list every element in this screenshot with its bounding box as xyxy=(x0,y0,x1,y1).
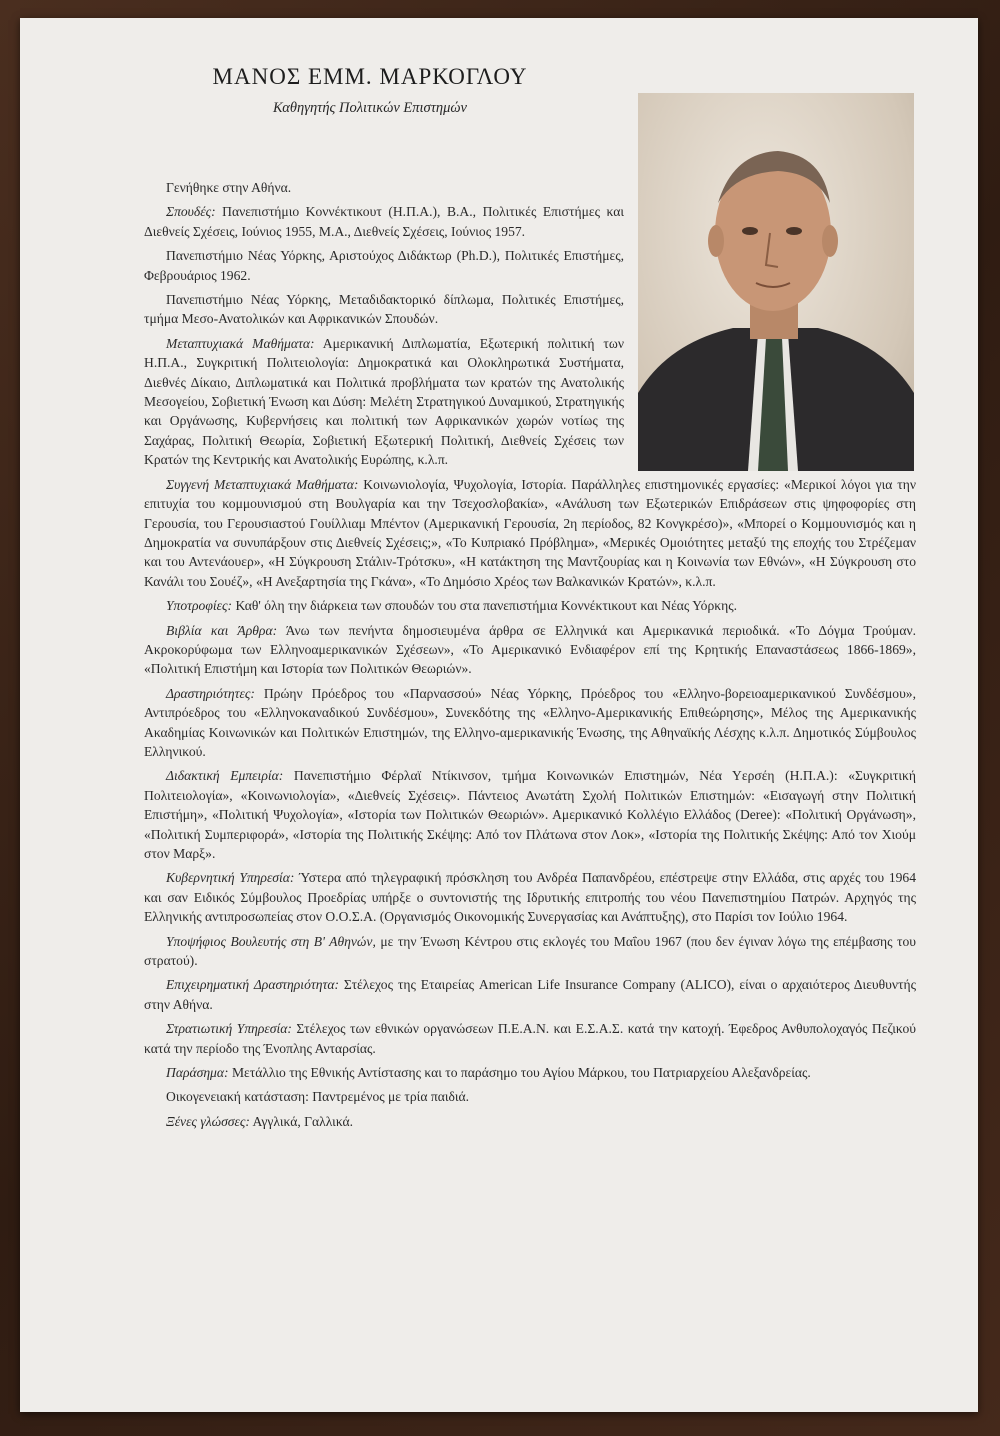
biography-paragraph xyxy=(144,1087,916,1106)
biography-paragraph xyxy=(144,932,916,971)
biography-paragraph xyxy=(144,1112,916,1131)
paragraph-text: Κοινωνιολογία, Ψυχολογία, Ιστορία. Παράλληλες επιστημονικές εργασίες: «Μερικοί λόγοι για την επιτυχία του κομμουνισμού στη Βουλγαρία και την Τσεχοσλοβακία», «Ανάλυση των Εξωτερικών Επιδράσεων στις ψηφοφορίες στη Γερουσία, του Γερουσιαστού Γουίλλιαμ Μπέντον (Αμερικανική Γερουσία, 2η περίοδος, 82 Κονγκρέσο)», «Μπορεί ο Κομμουνισμός και η Δημοκρατία να συνυπάρξουν στις Διεθνείς Σχέσεις;», «Το Κυπριακό Πρόβλημα», «Μερικές Ομοιότητες μεταξύ της εποχής του Στρέζεμαν και του Αντενάουερ», «Η Σύγκρουση Στάλιν-Τρότσκυ», «Η κατάκτηση της Μαντζουρίας και η Κοινωνία των Εθνών», «Η Σύγκρουση στο Κανάλι του Σουέζ», «Η Ανεξαρτησία της Γκάνα», «Το Δημόσιο Χρέος των Βαλκανικών Κρατών», κ.λ.π. xyxy=(144,476,916,589)
paragraph-text: Στέλεχος της Εταιρείας American Life Insurance Company (ALICO), είναι ο αρχαιότερος Διευθυντής στην Αθήνα. xyxy=(144,977,916,1012)
biography-paragraph xyxy=(144,1019,916,1058)
paragraph-label: Παράσημα: xyxy=(166,1065,229,1081)
paragraph-text: Γενήθηκε στην Αθήνα. xyxy=(166,180,292,195)
paragraph-text: με την Ένωση Κέντρου στις εκλογές του Μαΐου 1967 (που δεν έγιναν λόγω της επέμβασης του στρατού). xyxy=(144,933,916,969)
biography-paragraph xyxy=(144,868,916,926)
paragraph-text: Άνω των πενήντα δημοσιευμένα άρθρα σε Ελληνικά και Αμερικανικά περιοδικά. «Το Δόγμα Τρούμαν. Ακροκορύφωμα των Ελληνοαμερικανικών Σχέσεων», «Το Αμερικανικό Ενδιαφέρον επί της Κρητικής Επαναστάσεως 1866-1869», «Πολιτική Επιστήμη και Ιστορία των Πολιτικών Θεωριών». xyxy=(144,622,916,677)
paragraph-text: Πανεπιστήμιο Νέας Υόρκης, Αριστούχος Διδάκτωρ (Ph.D.), Πολιτικές Επιστήμες, Φεβρουάριος 1962. xyxy=(144,248,624,283)
biography-paragraph xyxy=(144,290,624,329)
biography-paragraph xyxy=(144,684,916,762)
paragraph-text: Οικογενειακή κατάσταση: Παντρεμένος με τρία παιδιά. xyxy=(166,1089,470,1105)
biography-paragraph xyxy=(144,621,916,679)
paragraph-text: Ύστερα από τηλεγραφική πρόσκληση του Ανδρέα Παπανδρέου, επέστρεψε στην Ελλάδα, στις αρχές του 1964 και σαν Ειδικός Σύμβουλος Προεδρίας υπήρξε ο συντονιστής της Ιδρυτικής επιτροπής του νέου Πανεπιστημίου Πατρών. Αρχηγός της Ελληνικής αντιπροσωπείας στον Ο.Ο.Σ.Α. (Οργανισμός Οικονομικής Συνεργασίας και Ανάπτυξης), στο Παρίσι τον Ιούλιο 1964. xyxy=(144,870,917,925)
paragraph-text: Καθ' όλη την διάρκεια των σπουδών του στα πανεπιστήμια Κοννέκτικουτ και Νέας Υόρκης. xyxy=(232,598,737,614)
biography-text xyxy=(144,178,916,1136)
paragraph-label: Επιχειρηματική Δραστηριότητα: xyxy=(166,977,339,993)
paragraph-text: Πανεπιστήμιο Νέας Υόρκης, Μεταδιδακτορικό δίπλωμα, Πολιτικές Επιστήμες, τμήμα Μεσο-Ανατολικών και Αφρικανικών Σπουδών. xyxy=(144,292,624,327)
biography-paragraph xyxy=(144,1063,916,1082)
paragraph-label: Κυβερνητική Υπηρεσία: xyxy=(166,870,295,886)
paragraph-label: Διδακτική Εμπειρία: xyxy=(166,768,284,784)
paragraph-label: Δραστηριότητες: xyxy=(166,685,255,701)
paragraph-label: Στρατιωτική Υπηρεσία: xyxy=(166,1021,292,1037)
paragraph-text: Στέλεχος των εθνικών οργανώσεων Π.Ε.Α.Ν. και Ε.Σ.Α.Σ. κατά την κατοχή. Έφεδρος Ανθυπολοχαγός Πεζικού κατά την περίοδο της Ένοπλης Ανταρσίας. xyxy=(144,1021,916,1056)
paragraph-label: Μεταπτυχιακά Μαθήματα: xyxy=(166,335,315,351)
paragraph-label: Συγγενή Μεταπτυχιακά Μαθήματα: xyxy=(166,476,359,492)
paragraph-text: Αγγλικά, Γαλλικά. xyxy=(249,1113,354,1129)
paragraph-label: Ξένες γλώσσες: xyxy=(166,1113,250,1129)
biography-paragraph xyxy=(144,596,916,615)
biography-paragraph xyxy=(144,202,624,241)
paragraph-text: Αμερικανική Διπλωματία, Εξωτερική πολιτική των Η.Π.Α., Συγκριτική Πολιτειολογία: Δημοκρατικά και Ολοκληρωτικά Συστήματα, Διεθνές Δίκαιο, Διπλωματικά και Πολιτικά προβλήματα των κρατών της Ανατολικής Μεσογείου, Σοβιετική Ένωση και Δύση: Μελέτη Στρατηγικού Δυναμικού, Στρατηγικής και Οργάνωσης, Κυβερνήσεις και πολιτική των Αφρικανικών χωρών νοτίως της Σαχάρας, Πολιτική Θεωρία, Σοβιετική Εξωτερική Πολιτική, Διεθνείς Σχέσεις των Κρατών της Κεντρικής και Ανατολικής Ευρώπης, κ.λ.π. xyxy=(144,335,624,468)
biography-paragraph xyxy=(144,766,916,863)
paragraph-text: Πανεπιστήμιο Κοννέκτικουτ (Η.Π.Α.), Β.Α., Πολιτικές Επιστήμες και Διεθνείς Σχέσεις, Ιούνιος 1955, Μ.Α., Διεθνείς Σχέσεις, Ιούνιος 1957. xyxy=(144,204,624,239)
biography-paragraph xyxy=(144,975,916,1014)
biography-paragraph xyxy=(144,334,624,470)
header xyxy=(20,64,720,117)
paragraph-text: Μετάλλιο της Εθνικής Αντίστασης και το παράσημο του Αγίου Μάρκου, του Πατριαρχείου Αλεξανδρείας. xyxy=(228,1065,811,1081)
paragraph-text: Πρώην Πρόεδρος του «Παρνασσού» Νέας Υόρκης, Πρόεδρος του «Ελληνο-βορειοαμερικανικού Συνδέσμου», Αντιπρόεδρος του «Ελληνοκαναδικού Συνδέσμου», Συνεκδότης της «Ελληνο-Αμερικανικής Επιθεώρησης», Μέλος της Αμερικανικής Ακαδημίας Κοινωνικών και Πολιτικών Επιστημών, της Ελληνο-αμερικανικής Ένωσης, της Αθηναϊκής Λέσχης κ.λ.π. Δημοτικός Σύμβουλος Ελληνικού. xyxy=(144,685,916,759)
biography-card xyxy=(20,18,978,1412)
biography-paragraph xyxy=(144,178,624,197)
paragraph-label: Υποψήφιος Βουλευτής στη Β' Αθηνών, xyxy=(166,933,376,949)
person-name: ΜΑΝΟΣ ΕΜΜ. ΜΑΡΚΟΓΛΟΥ xyxy=(212,64,528,89)
paragraph-label: Υποτροφίες: xyxy=(166,598,233,614)
person-title: Καθηγητής Πολιτικών Επιστημών xyxy=(273,100,467,116)
paragraph-text: Πανεπιστήμιο Φέρλαϊ Ντίκινσον, τμήμα Κοινωνικών Επιστημών, Νέα Υερσέη (Η.Π.Α.): «Συγκριτική Πολιτειολογία», «Κοινωνιολογία», «Διεθνείς Σχέσεις». Πάντειος Ανωτάτη Σχολή Πολιτικών Επιστημών: «Εισαγωγή στην Πολιτική Επιστήμη», «Πολιτική Ψυχολογία», «Ιστορία των Πολιτικών Θεωριών». Αμερικανικό Κολλέγιο Ελλάδος (Deree): «Πολιτική Οργάνωση», «Πολιτική Συμπεριφορά», «Ιστορία της Πολιτικής Σκέψης: Από τον Πλάτωνα στον Λοκ», «Ιστορία της Πολιτικής Σκέψης: Από τον Χιούμ στον Μαρξ». xyxy=(144,768,917,861)
paragraph-label: Βιβλία και Άρθρα: xyxy=(166,622,278,638)
biography-paragraph xyxy=(144,246,624,285)
paragraph-label: Σπουδές: xyxy=(166,204,216,220)
biography-paragraph xyxy=(144,475,916,591)
